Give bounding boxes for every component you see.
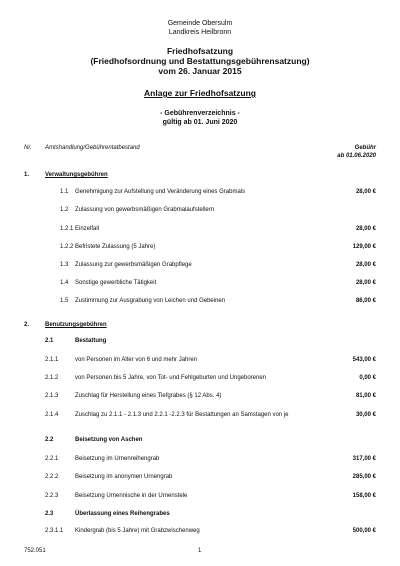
page-number: 1 [198, 548, 202, 554]
row-number: 2.1.2 [45, 375, 59, 381]
row-number: 1.3 [60, 262, 69, 268]
row-fee: 81,00 € [355, 393, 376, 399]
section-title: Verwaltungsgebühren [45, 172, 108, 178]
row-fee: 0,00 € [359, 375, 376, 381]
row-description: Sonstige gewerbliche Tätigkeit [75, 280, 157, 286]
row-number: 1.5 [60, 298, 69, 304]
row-number: 2.1.4 [45, 412, 59, 418]
district-name: Landkreis Heilbronn [168, 29, 232, 36]
row-description: Zuschlag für Herstellung eines Tiefgrabes (§ 12 Abs. 4) [75, 393, 222, 399]
row-fee: 28,00 € [355, 262, 376, 268]
col-header-nr: Nr. [24, 145, 32, 151]
row-fee: 28,00 € [355, 280, 376, 286]
document-date: vom 26. Januar 2015 [158, 66, 242, 76]
row-fee: 86,00 € [355, 298, 376, 304]
row-description: Befristete Zulassung (5 Jahre) [75, 244, 156, 250]
row-description: Überlassung eines Reihengrabes [75, 511, 170, 517]
row-number: 2.2.2 [45, 474, 59, 480]
row-fee: 129,00 € [352, 244, 376, 250]
row-number: 2.3 [45, 511, 54, 517]
row-number: 1.1 [60, 189, 69, 195]
section-title: Benutzungsgebühren [45, 322, 107, 328]
col-header-fee: Gebühr [354, 145, 376, 151]
row-description: Bestattung [75, 338, 107, 344]
row-description: Genehmigung zur Aufstellung und Veränderung eines Grabmals [75, 189, 246, 195]
row-description: Zuschlag zu 2.1.1 - 2.1.3 und 2.2.1 -2.2.3 für Bestattungen an Samstagen von je [75, 412, 289, 418]
row-fee: 285,00 € [352, 474, 376, 480]
row-description: von Personen im Alter von 6 und mehr Jahren [75, 357, 198, 363]
row-description: Zulassung zur gewerbsmäßigen Grabpflege [75, 262, 192, 268]
row-fee: 158,00 € [352, 493, 376, 499]
row-number: 1.4 [60, 280, 69, 286]
row-number: 2.3.1.1 [45, 528, 64, 534]
document-subtitle: (Friedhofsordnung und Bestattungsgebührensatzung) [90, 56, 310, 66]
row-description: Zulassung von gewerbsmäßigen Grabmalaufstellern [75, 207, 215, 213]
row-fee: 28,00 € [355, 189, 376, 195]
annex-title: Anlage zur Friedhofsatzung [144, 88, 256, 98]
row-number: 2.1 [45, 338, 54, 344]
fee-schedule-label: - Gebührenverzeichnis - [160, 110, 240, 117]
row-description: von Personen bis 5 Jahre, von Tot- und Fehlgeburten und Ungeborenen [75, 375, 267, 381]
row-number: 1.2 [60, 207, 69, 213]
row-fee: 28,00 € [355, 226, 376, 232]
section-number: 1. [24, 172, 30, 178]
row-number: 2.1.1 [45, 357, 59, 363]
row-description: Kindergrab (bis 5 Jahre) mit Grabzwischenweg [75, 528, 200, 534]
row-description: Beisetzung von Aschen [75, 437, 143, 443]
municipality-name: Gemeinde Obersulm [167, 20, 233, 27]
section-number: 2. [24, 322, 30, 328]
validity-date: gültig ab 01. Juni 2020 [162, 119, 238, 126]
row-number: 1.2.1 [60, 226, 74, 232]
row-fee: 543,00 € [352, 357, 376, 363]
row-description: Beisetzung Urnennische in der Urnenstele [75, 493, 188, 499]
document-code: 752.051 [24, 548, 46, 554]
row-number: 1.2.2 [60, 244, 74, 250]
row-description: Beisetzung im Urnenreihengrab [75, 456, 160, 462]
document-title: Friedhofsatzung [166, 46, 234, 56]
row-fee: 30,00 € [355, 412, 376, 418]
row-number: 2.1.3 [45, 393, 59, 399]
row-fee: 500,00 € [352, 528, 376, 534]
col-header-description: Amtshandlung/Gebührentatbestand [45, 145, 140, 151]
row-number: 2.2 [45, 437, 54, 443]
row-description: Einzelfall [75, 226, 100, 232]
row-fee: 317,00 € [352, 456, 376, 462]
row-description: Zustimmung zur Ausgrabung von Leichen und Gebeinen [75, 298, 226, 304]
row-description: Beisetzung im anonymen Urnengrab [75, 474, 173, 480]
row-number: 2.2.1 [45, 456, 59, 462]
row-number: 2.2.3 [45, 493, 59, 499]
col-header-fee-date: ab 01.06.2020 [337, 153, 376, 159]
